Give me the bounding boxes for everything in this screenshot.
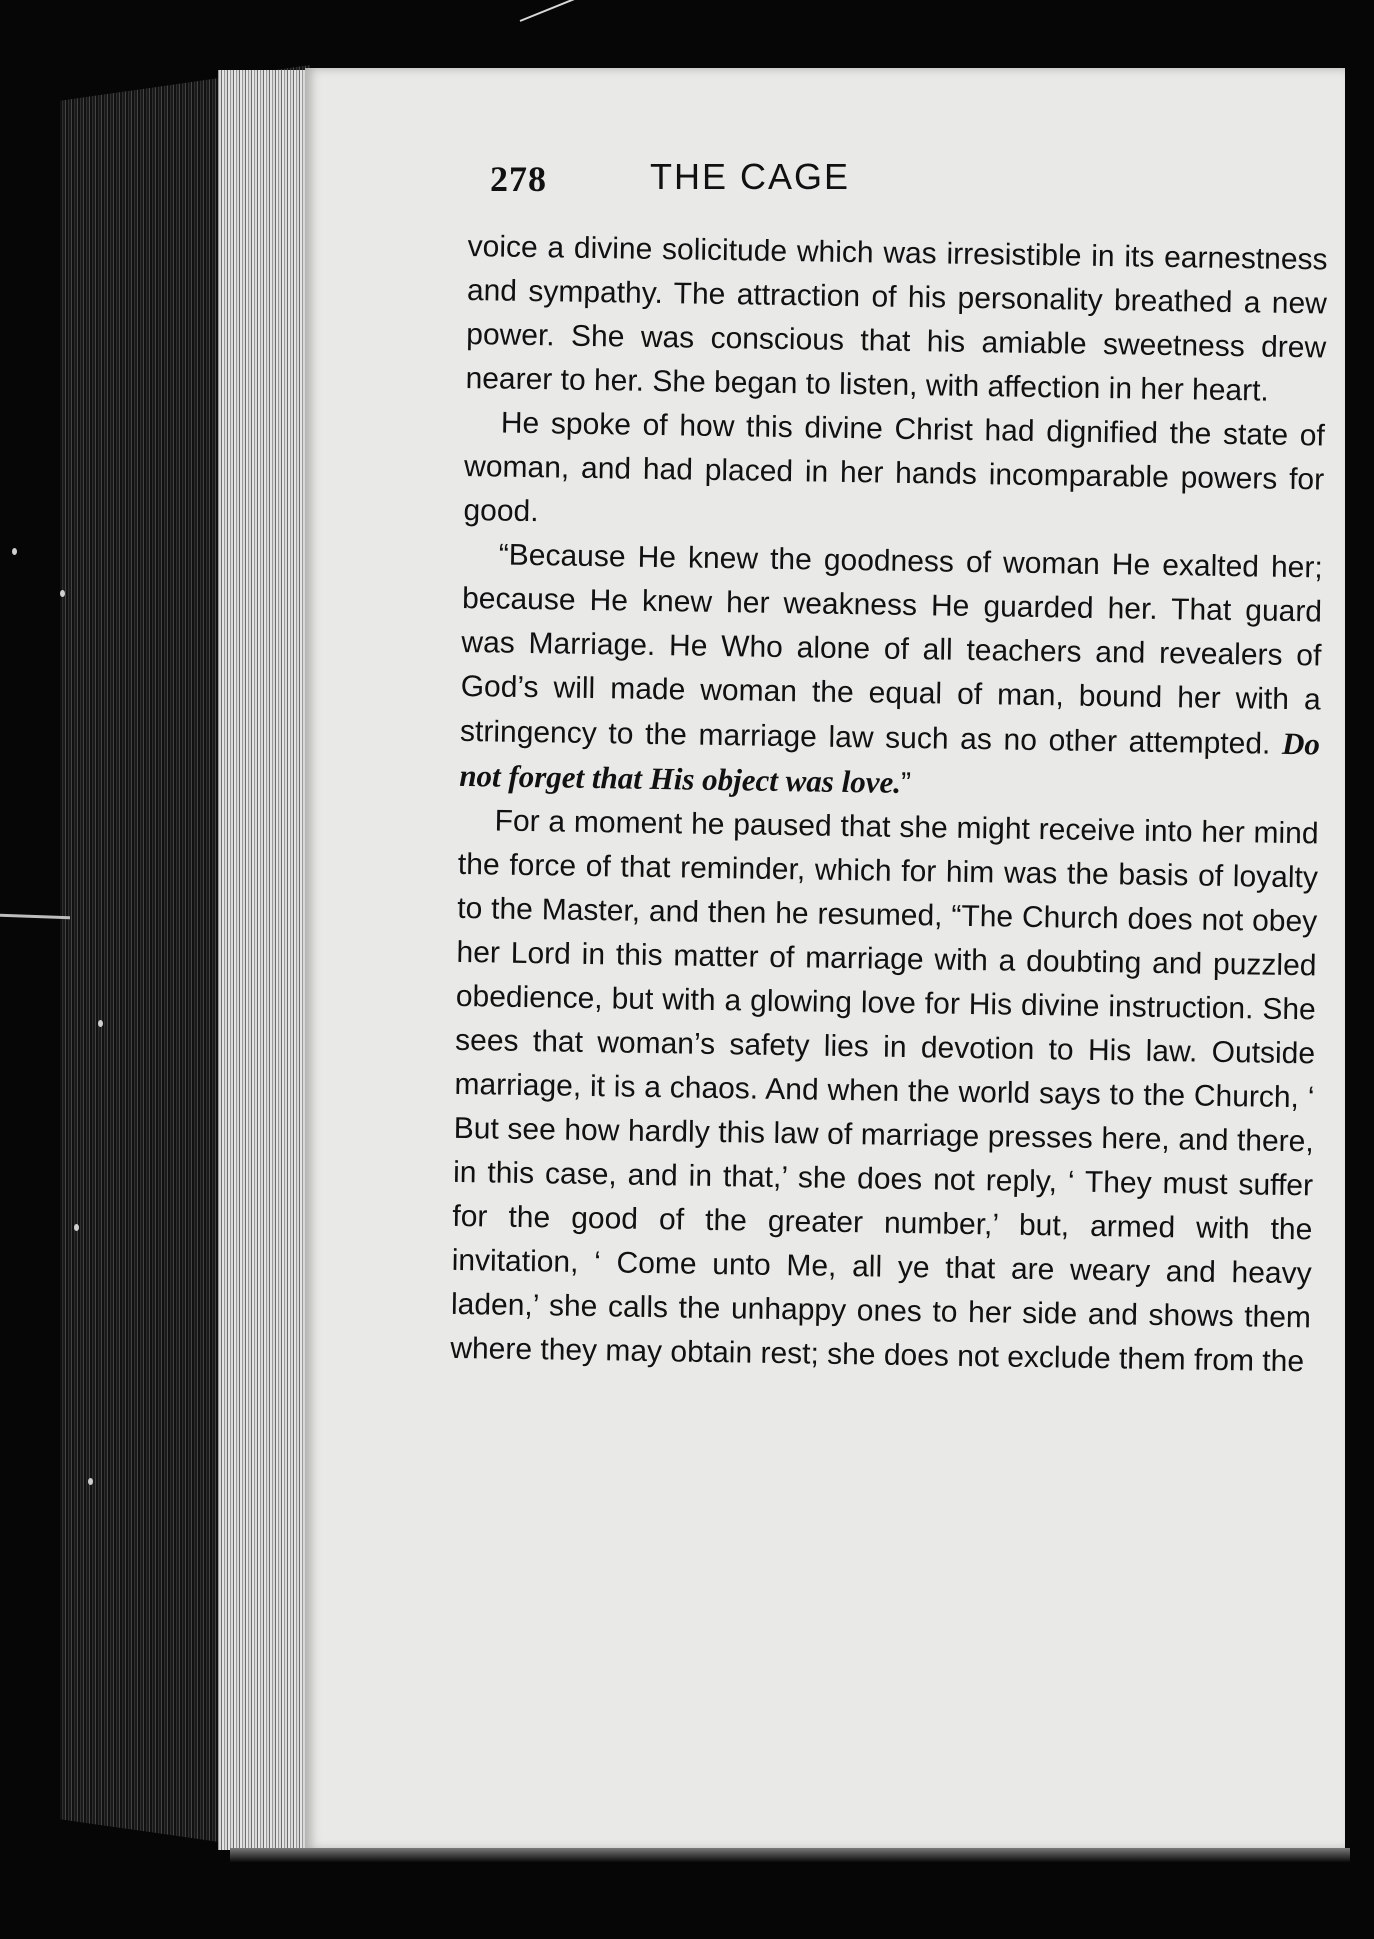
dust-speck [74, 1224, 79, 1231]
running-head [490, 150, 1050, 202]
body-text [450, 225, 1328, 1384]
paragraph-3-italic: Do not forget that His object was love. [459, 725, 1321, 800]
book-page-edges-light [218, 70, 313, 1850]
paragraph-3 [459, 533, 1323, 812]
margin-scratch [0, 914, 70, 919]
dust-speck [98, 1020, 103, 1027]
dust-speck [60, 590, 65, 597]
paragraph-2: He spoke of how this divine Christ had dignified the state of woman, and had placed in her hands incomparable powers for good. [463, 406, 1326, 529]
paragraph-3-text: “Because He knew the goodness of woman He exalted her; because He knew her weakness He guarded her. That guard was Marriage. He Who alone of all teachers and revealers of God’s will made woman the equal of man, bound her with a stringency to the marriage law such as no other attempted. [459, 538, 1323, 761]
page-bottom-shadow [230, 1848, 1350, 1862]
running-title: THE CAGE [650, 156, 851, 197]
paragraph-4: For a moment he paused that she might receive into her mind the force of that reminder, which for him was the basis of loyalty to the Master, and then he resumed, “The Church does not obey her Lord in this matter of marriage with a doubting and puzzled obedience, but with a glowing love for His divine instruction. She sees that woman’s safety lies in devotion to His law. Outside marriage, it is a chaos. And when the world says to the Church, ‘ But see how hardly this law of marriage presses here, and there, in this case, and in that,’ she does not reply, ‘ They must suffer for the good of the greater number,’ but, armed with the invitation, ‘ Come unto Me, all ye that are weary and heavy laden,’ she calls the unhappy ones to her side and shows them where they may obtain rest; she does not exclude them from the [450, 804, 1319, 1379]
dust-speck [12, 548, 17, 555]
page-number: 278 [490, 159, 547, 199]
paragraph-1: voice a divine solicitude which was irresistible in its earnestness and sympathy. The attraction of his personality breathed a new power. She was conscious that his amiable sweetness drew nearer to her. She began to listen, with affection in her heart. [465, 229, 1328, 408]
closing-quote: ” [900, 766, 912, 801]
dust-speck [88, 1478, 93, 1485]
film-scratch [520, 0, 660, 22]
